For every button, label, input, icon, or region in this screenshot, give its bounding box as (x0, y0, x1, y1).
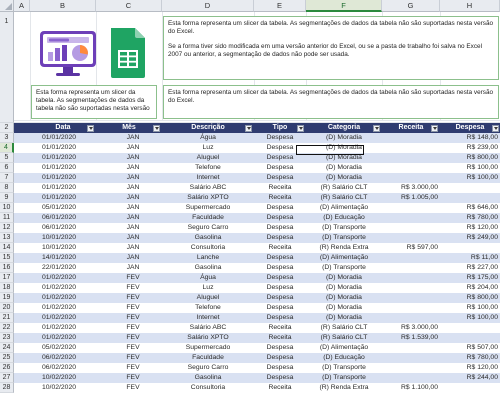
cell-data[interactable]: 06/02/2020 (42, 364, 76, 371)
cell-tipo[interactable]: Despesa (266, 144, 294, 151)
cell-despesa[interactable]: R$ 507,00 (466, 344, 498, 351)
cell-receita[interactable] (382, 233, 440, 243)
cell-receita[interactable] (382, 203, 440, 213)
cell-descricao[interactable]: Supermercado (185, 344, 231, 351)
table-row (14, 303, 500, 313)
column-header-d[interactable]: D (162, 0, 254, 12)
header-data-label: Data (55, 124, 71, 131)
row-header-3[interactable]: 3 (0, 133, 14, 143)
cell-data[interactable]: 01/02/2020 (42, 324, 76, 331)
row-header-22[interactable]: 22 (0, 323, 14, 333)
cell-categoria[interactable]: (D) Alimentação (319, 254, 369, 261)
cell-despesa[interactable]: R$ 100,00 (466, 174, 498, 181)
cell-tipo[interactable]: Despesa (266, 274, 294, 281)
cell-data[interactable]: 10/01/2020 (42, 234, 76, 241)
cell-descricao[interactable]: Seguro Carro (187, 364, 229, 371)
cell-descricao[interactable]: Lanche (196, 254, 220, 261)
table-row (14, 233, 500, 243)
cell-descricao[interactable]: Telefone (195, 304, 221, 311)
table-row (14, 363, 500, 373)
cell-mes[interactable]: JAN (126, 174, 140, 181)
cell-data[interactable]: 01/02/2020 (42, 294, 76, 301)
gridline (14, 120, 500, 121)
cell-mes[interactable]: FEV (126, 284, 140, 291)
header-tipo-label: Tipo (272, 124, 288, 131)
cell-descricao[interactable]: Internet (196, 174, 220, 181)
cell-categoria[interactable]: (D) Moradia (326, 284, 362, 291)
row-header-11[interactable]: 11 (0, 213, 14, 223)
column-header-e[interactable]: E (254, 0, 306, 12)
slicer-placeholder-top[interactable] (163, 16, 499, 80)
cell-receita[interactable] (382, 213, 440, 223)
cell-despesa[interactable]: R$ 800,00 (466, 154, 498, 161)
cell-tipo[interactable]: Despesa (266, 364, 294, 371)
cell-categoria[interactable]: (D) Transporte (322, 224, 366, 231)
cell-despesa[interactable]: R$ 148,00 (466, 134, 498, 141)
monitor-chart-icon (36, 28, 100, 78)
cell-receita[interactable] (382, 253, 440, 263)
cell-receita[interactable]: R$ 3.000,00 (400, 324, 438, 331)
cell-descricao[interactable]: Aluguel (196, 154, 220, 161)
row-header-10[interactable]: 10 (0, 203, 14, 213)
table-row (14, 133, 500, 143)
cell-mes[interactable]: FEV (126, 334, 140, 341)
cell-descricao[interactable]: Consultoria (190, 384, 226, 391)
cell-data[interactable]: 01/01/2020 (42, 164, 76, 171)
cell-despesa[interactable] (440, 333, 500, 343)
table-row (14, 263, 500, 273)
cell-categoria[interactable]: (D) Moradia (326, 144, 362, 151)
cell-categoria[interactable]: (D) Moradia (326, 154, 362, 161)
table-row (14, 293, 500, 303)
cell-descricao[interactable]: Internet (196, 314, 220, 321)
row-header-4[interactable]: 4 (0, 143, 14, 153)
cell-receita[interactable] (382, 223, 440, 233)
cell-despesa[interactable]: R$ 100,00 (466, 314, 498, 321)
cell-receita[interactable] (382, 313, 440, 323)
cell-tipo[interactable]: Receita (268, 194, 292, 201)
cell-mes[interactable]: JAN (126, 244, 140, 251)
row-header-12[interactable]: 12 (0, 223, 14, 233)
cell-mes[interactable]: JAN (126, 204, 140, 211)
row-header-15[interactable]: 15 (0, 253, 14, 263)
table-row (14, 223, 500, 233)
cell-mes[interactable]: FEV (126, 374, 140, 381)
cell-despesa[interactable]: R$ 227,00 (466, 264, 498, 271)
cell-data[interactable]: 01/02/2020 (42, 284, 76, 291)
table-row (14, 283, 500, 293)
cell-tipo[interactable]: Despesa (266, 354, 294, 361)
table-row (14, 173, 500, 183)
cell-data[interactable]: 01/01/2020 (42, 184, 76, 191)
cell-data[interactable]: 01/01/2020 (42, 144, 76, 151)
cell-data[interactable]: 10/02/2020 (42, 384, 76, 391)
row-header-7[interactable]: 7 (0, 173, 14, 183)
cell-mes[interactable]: FEV (126, 354, 140, 361)
cell-descricao[interactable]: Faculdade (192, 354, 224, 361)
row-header-18[interactable]: 18 (0, 283, 14, 293)
row-header-9[interactable]: 9 (0, 193, 14, 203)
cell-tipo[interactable]: Despesa (266, 374, 294, 381)
column-header-g[interactable]: G (382, 0, 440, 12)
cell-despesa[interactable]: R$ 100,00 (466, 304, 498, 311)
cell-despesa[interactable]: R$ 780,00 (466, 214, 498, 221)
cell-descricao[interactable]: Salário ABC (189, 324, 227, 331)
table-row (14, 323, 500, 333)
cell-despesa[interactable]: R$ 120,00 (466, 364, 498, 371)
cell-categoria[interactable]: (D) Moradia (326, 174, 362, 181)
cell-despesa[interactable] (440, 243, 500, 253)
cell-descricao[interactable]: Faculdade (192, 214, 224, 221)
cell-data[interactable]: 01/02/2020 (42, 314, 76, 321)
cell-receita[interactable] (382, 143, 440, 153)
cell-tipo[interactable]: Receita (268, 334, 292, 341)
cell-despesa[interactable]: R$ 204,00 (466, 284, 498, 291)
cell-data[interactable]: 01/01/2020 (42, 194, 76, 201)
cell-tipo[interactable]: Despesa (266, 344, 294, 351)
cell-descricao[interactable]: Água (200, 134, 216, 141)
cell-mes[interactable]: JAN (126, 264, 140, 271)
table-row (14, 253, 500, 263)
cell-descricao[interactable]: Salário XPTO (187, 334, 229, 341)
cell-mes[interactable]: JAN (126, 154, 140, 161)
active-cell-selection[interactable] (296, 145, 364, 155)
cell-descricao[interactable]: Supermercado (185, 204, 231, 211)
row-header-1[interactable]: 1 (0, 12, 14, 123)
cell-data[interactable]: 01/02/2020 (42, 304, 76, 311)
cell-data[interactable]: 01/01/2020 (42, 134, 76, 141)
cell-categoria[interactable]: (D) Alimentação (319, 204, 369, 211)
table-row (14, 313, 500, 323)
cell-data[interactable]: 06/02/2020 (42, 354, 76, 361)
table-row (14, 153, 500, 163)
header-despesa-label: Despesa (455, 124, 485, 131)
cell-tipo[interactable]: Despesa (266, 134, 294, 141)
cell-data[interactable]: 22/01/2020 (42, 264, 76, 271)
cell-despesa[interactable] (440, 383, 500, 393)
row-header-24[interactable]: 24 (0, 343, 14, 353)
filter-dropdown-icon[interactable] (153, 125, 160, 132)
cell-categoria[interactable]: (R) Renda Extra (319, 384, 369, 391)
header-despesa[interactable] (440, 123, 500, 133)
cell-mes[interactable]: FEV (126, 274, 140, 281)
cell-data[interactable]: 05/01/2020 (42, 204, 76, 211)
cell-categoria[interactable]: (D) Moradia (326, 164, 362, 171)
row-header-5[interactable]: 5 (0, 153, 14, 163)
cell-receita[interactable] (382, 153, 440, 163)
cell-tipo[interactable]: Despesa (266, 294, 294, 301)
table-row (14, 193, 500, 203)
cell-categoria[interactable]: (R) Salário CLT (320, 184, 368, 191)
cell-mes[interactable]: FEV (126, 384, 140, 391)
row-header-17[interactable]: 17 (0, 273, 14, 283)
filter-dropdown-icon[interactable] (373, 125, 380, 132)
cell-receita[interactable] (382, 133, 440, 143)
cell-categoria[interactable]: (D) Transporte (322, 234, 366, 241)
cell-descricao[interactable]: Luz (202, 144, 214, 151)
slicer-message-left: Esta forma representa um slicer da tabela. As segmentações de dados da tabela não são suportadas nesta versão (36, 89, 150, 112)
cell-descricao[interactable]: Gasolina (194, 234, 222, 241)
cell-tipo[interactable]: Despesa (266, 284, 294, 291)
cell-receita[interactable] (382, 263, 440, 273)
cell-receita[interactable] (382, 273, 440, 283)
cell-receita[interactable]: R$ 3.000,00 (400, 184, 438, 191)
cell-despesa[interactable]: R$ 175,00 (466, 274, 498, 281)
cell-tipo[interactable]: Despesa (266, 224, 294, 231)
cell-data[interactable]: 06/01/2020 (42, 224, 76, 231)
cell-mes[interactable]: JAN (126, 224, 140, 231)
cell-data[interactable]: 01/01/2020 (42, 154, 76, 161)
table-row (14, 143, 500, 153)
cell-receita[interactable] (382, 373, 440, 383)
column-header-c[interactable]: C (96, 0, 162, 12)
slicer-message-detail: Se a forma tiver sido modificada em uma versão anterior do Excel, ou se a pasta de trabalho foi salva no Excel 2007 ou anterior, a segmentação de dados não pode ser usada. (168, 43, 483, 58)
cell-despesa[interactable]: R$ 249,00 (466, 234, 498, 241)
cell-tipo[interactable]: Despesa (266, 174, 294, 181)
table-row (14, 213, 500, 223)
header-receita-label: Receita (398, 124, 424, 131)
cell-receita[interactable]: R$ 597,00 (406, 244, 438, 251)
cell-mes[interactable]: JAN (126, 144, 140, 151)
cell-tipo[interactable]: Despesa (266, 154, 294, 161)
row-header-27[interactable]: 27 (0, 373, 14, 383)
cell-categoria[interactable]: (D) Moradia (326, 294, 362, 301)
table-row (14, 183, 500, 193)
cell-tipo[interactable]: Receita (268, 384, 292, 391)
cell-data[interactable]: 10/01/2020 (42, 244, 76, 251)
cell-data[interactable]: 01/02/2020 (42, 274, 76, 281)
cell-data[interactable]: 10/02/2020 (42, 374, 76, 381)
cell-tipo[interactable]: Despesa (266, 254, 294, 261)
cell-descricao[interactable]: Água (200, 274, 216, 281)
row-header-21[interactable]: 21 (0, 313, 14, 323)
cell-descricao[interactable]: Aluguel (196, 294, 220, 301)
cell-despesa[interactable]: R$ 646,00 (466, 204, 498, 211)
cell-mes[interactable]: JAN (126, 254, 140, 261)
header-descricao-label: Descrição (191, 124, 225, 131)
column-header-h[interactable]: H (440, 0, 500, 12)
cell-categoria[interactable]: (R) Renda Extra (319, 244, 369, 251)
row-header-13[interactable]: 13 (0, 233, 14, 243)
row-header-6[interactable]: 6 (0, 163, 14, 173)
row-header-26[interactable]: 26 (0, 363, 14, 373)
column-header-b[interactable]: B (30, 0, 96, 12)
cell-mes[interactable]: FEV (126, 364, 140, 371)
slicer-placeholder-left[interactable] (31, 85, 157, 119)
cell-receita[interactable] (382, 303, 440, 313)
column-header-a[interactable]: A (14, 0, 30, 12)
cell-categoria[interactable]: (D) Moradia (326, 314, 362, 321)
cell-tipo[interactable]: Despesa (266, 234, 294, 241)
cell-receita[interactable] (382, 353, 440, 363)
filter-dropdown-icon[interactable] (87, 125, 94, 132)
row-header-14[interactable]: 14 (0, 243, 14, 253)
cell-tipo[interactable]: Despesa (266, 214, 294, 221)
cell-tipo[interactable]: Receita (268, 324, 292, 331)
cell-despesa[interactable]: R$ 120,00 (466, 224, 498, 231)
cell-mes[interactable]: FEV (126, 344, 140, 351)
cell-descricao[interactable]: Seguro Carro (187, 224, 229, 231)
cell-descricao[interactable]: Gasolina (194, 264, 222, 271)
cell-despesa[interactable] (440, 323, 500, 333)
table-row (14, 353, 500, 363)
cell-tipo[interactable]: Despesa (266, 264, 294, 271)
cell-data[interactable]: 05/02/2020 (42, 344, 76, 351)
cell-receita[interactable] (382, 283, 440, 293)
table-row (14, 163, 500, 173)
table-row (14, 243, 500, 253)
column-header-f[interactable]: F (306, 0, 382, 12)
cell-receita[interactable]: R$ 1.005,00 (400, 194, 438, 201)
cell-tipo[interactable]: Despesa (266, 164, 294, 171)
cell-mes[interactable]: JAN (126, 134, 140, 141)
row-header-25[interactable]: 25 (0, 353, 14, 363)
cell-descricao[interactable]: Luz (202, 284, 214, 291)
row-header-16[interactable]: 16 (0, 263, 14, 273)
cell-mes[interactable]: FEV (126, 314, 140, 321)
cell-categoria[interactable]: (D) Educação (323, 354, 365, 361)
cell-data[interactable]: 01/01/2020 (42, 174, 76, 181)
cell-receita[interactable]: R$ 1.539,00 (400, 334, 438, 341)
table-row (14, 333, 500, 343)
row-header-23[interactable]: 23 (0, 333, 14, 343)
cell-despesa[interactable]: R$ 100,00 (466, 164, 498, 171)
cell-categoria[interactable]: (D) Moradia (326, 304, 362, 311)
row-header-20[interactable]: 20 (0, 303, 14, 313)
cell-receita[interactable] (382, 363, 440, 373)
table-row (14, 383, 500, 393)
cell-receita[interactable]: R$ 1.100,00 (400, 384, 438, 391)
cell-mes[interactable]: FEV (126, 304, 140, 311)
cell-receita[interactable] (382, 343, 440, 353)
row-header-28[interactable]: 28 (0, 383, 14, 393)
row-header-8[interactable]: 8 (0, 183, 14, 193)
cell-despesa[interactable] (440, 183, 500, 193)
cell-tipo[interactable]: Despesa (266, 314, 294, 321)
cell-categoria[interactable]: (D) Educação (323, 214, 365, 221)
cell-tipo[interactable]: Receita (268, 244, 292, 251)
google-sheets-icon (108, 26, 148, 80)
cell-receita[interactable] (382, 173, 440, 183)
filter-dropdown-icon[interactable] (431, 125, 438, 132)
cell-despesa[interactable] (440, 193, 500, 203)
slicer-message: Esta forma representa um slicer da tabela. As segmentações de dados da tabela não são suportadas nesta versão do Excel. (168, 20, 494, 35)
cell-mes[interactable]: JAN (126, 164, 140, 171)
row-header-19[interactable]: 19 (0, 293, 14, 303)
cell-descricao[interactable]: Gasolina (194, 374, 222, 381)
cell-descricao[interactable]: Consultoria (190, 244, 226, 251)
cell-data[interactable]: 14/01/2020 (42, 254, 76, 261)
table-row (14, 373, 500, 383)
filter-dropdown-icon[interactable] (492, 125, 499, 132)
cell-mes[interactable]: JAN (126, 194, 140, 201)
cell-despesa[interactable]: R$ 800,00 (466, 294, 498, 301)
cell-despesa[interactable]: R$ 11,00 (470, 254, 498, 261)
cell-descricao[interactable]: Salário ABC (189, 184, 227, 191)
cell-receita[interactable] (382, 163, 440, 173)
cell-mes[interactable]: JAN (126, 234, 140, 241)
cell-categoria[interactable]: (D) Transporte (322, 264, 366, 271)
cell-categoria[interactable]: (D) Transporte (322, 364, 366, 371)
cell-mes[interactable]: JAN (126, 184, 140, 191)
cell-categoria[interactable]: (D) Moradia (326, 134, 362, 141)
cell-tipo[interactable]: Receita (268, 184, 292, 191)
table-header-row (14, 123, 500, 133)
table-row (14, 203, 500, 213)
header-categoria-label: Categoria (327, 124, 361, 131)
header-mes-label: Mês (122, 124, 136, 131)
slicer-message-right: Esta forma representa um slicer da tabela. As segmentações de dados da tabela não são suportadas nesta versão do Excel. (168, 89, 494, 104)
cell-mes[interactable]: JAN (126, 214, 140, 221)
cell-tipo[interactable]: Despesa (266, 304, 294, 311)
row-header-2[interactable]: 2 (0, 123, 14, 133)
cell-data[interactable]: 01/02/2020 (42, 334, 76, 341)
cell-categoria[interactable]: (R) Salário CLT (320, 324, 368, 331)
filter-dropdown-icon[interactable] (297, 125, 304, 132)
table-row (14, 273, 500, 283)
cell-categoria[interactable]: (D) Transporte (322, 374, 366, 381)
cell-despesa[interactable]: R$ 239,00 (466, 144, 498, 151)
cell-descricao[interactable]: Salário XPTO (187, 194, 229, 201)
cell-mes[interactable]: FEV (126, 324, 140, 331)
cell-categoria[interactable]: (R) Salário CLT (320, 194, 368, 201)
cell-mes[interactable]: FEV (126, 294, 140, 301)
cell-categoria[interactable]: (R) Salário CLT (320, 334, 368, 341)
cell-categoria[interactable]: (D) Alimentação (319, 344, 369, 351)
table-row (14, 343, 500, 353)
slicer-placeholder-right[interactable] (163, 85, 499, 119)
cell-despesa[interactable]: R$ 780,00 (466, 354, 498, 361)
header-categoria[interactable] (306, 123, 382, 133)
cell-receita[interactable] (382, 293, 440, 303)
cell-tipo[interactable]: Despesa (266, 204, 294, 211)
cell-despesa[interactable]: R$ 244,00 (466, 374, 498, 381)
cell-categoria[interactable]: (D) Moradia (326, 274, 362, 281)
filter-dropdown-icon[interactable] (245, 125, 252, 132)
select-all-corner[interactable] (0, 0, 14, 12)
header-descricao[interactable] (162, 123, 254, 133)
cell-data[interactable]: 06/01/2020 (42, 214, 76, 221)
cell-descricao[interactable]: Telefone (195, 164, 221, 171)
